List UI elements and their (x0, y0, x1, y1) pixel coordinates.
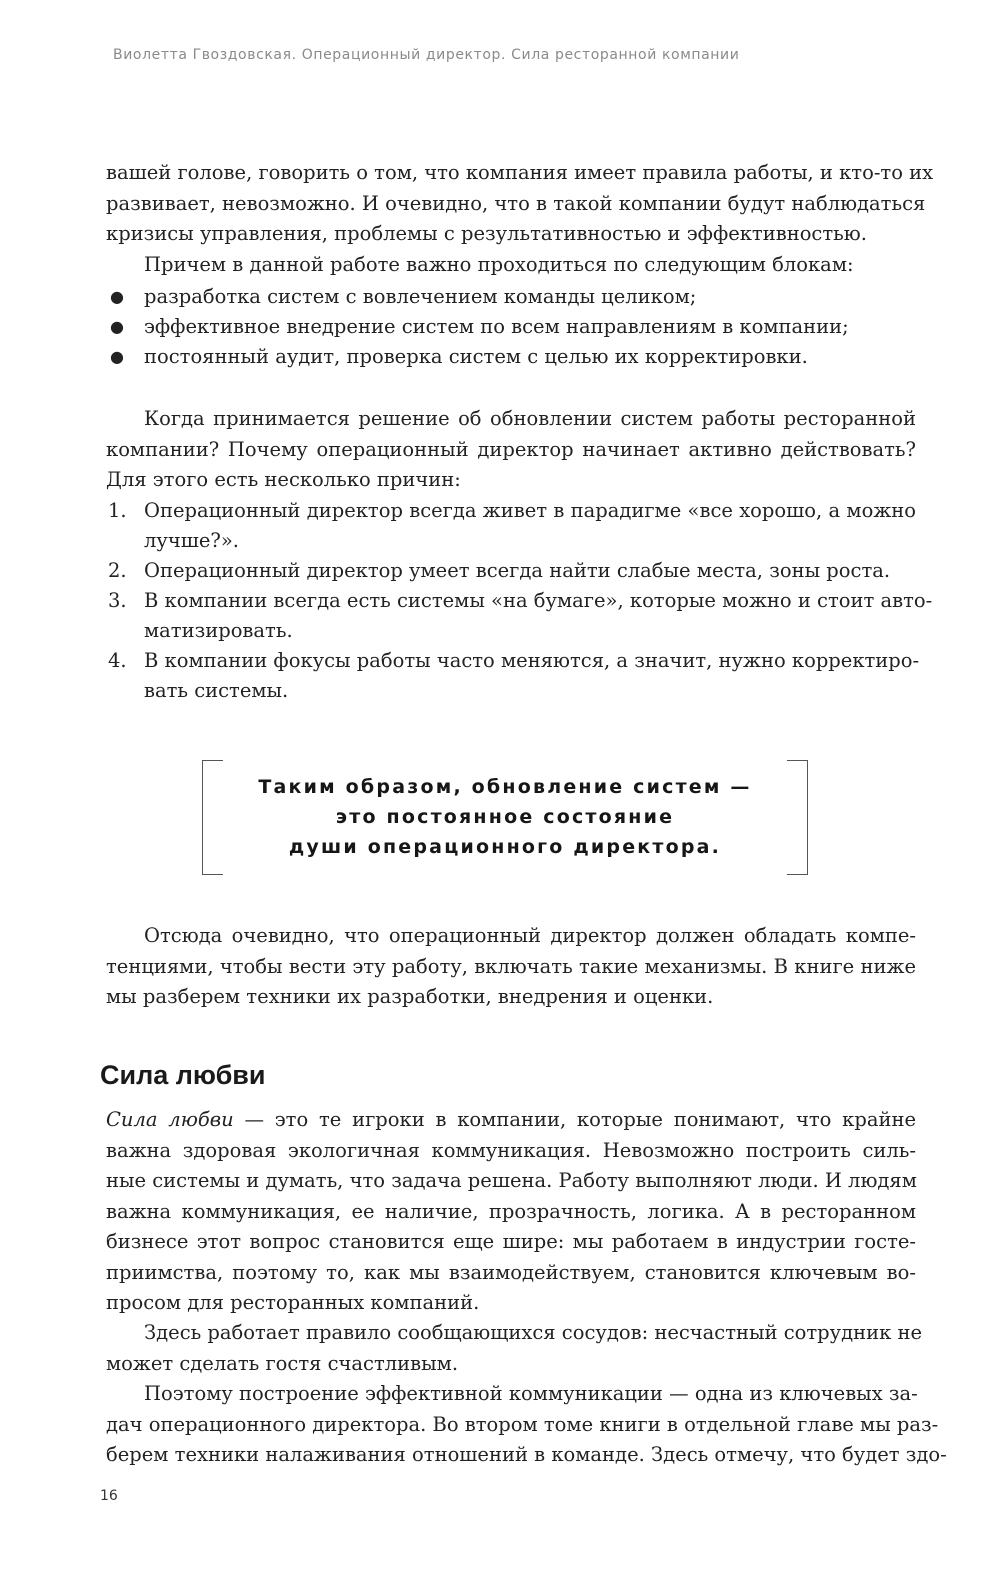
text-line: может сделать гостя счастливым. (106, 1351, 459, 1375)
text-line: просом для ресторанных компаний. (106, 1291, 480, 1314)
callout-line: это постоянное состояние (335, 806, 675, 828)
list-item (106, 586, 933, 646)
text-line: ные системы и думать, что задача решена. Работу выполняют люди. И людям (106, 1169, 917, 1192)
text-line: кризисы управления, проблемы с результативностью и эффективностью. (106, 222, 867, 245)
text-line: дач операционного директора. Во втором томе книги в отдельной главе мы раз- (106, 1412, 939, 1436)
text-line: матизировать. (144, 619, 293, 642)
list-item (106, 342, 916, 372)
running-header: Виолетта Гвоздовская. Операционный директор. Сила ресторанной компании (113, 47, 740, 63)
text-line: Для этого есть несколько причин: (106, 468, 461, 491)
list-item-text: разработка систем с вовлечением команды целиком; (144, 285, 697, 308)
final-paragraph (106, 1379, 947, 1471)
bullet-icon: ● (110, 347, 124, 366)
rule-paragraph (106, 1318, 923, 1379)
text-line: Операционный директор всегда живет в парадигме «все хорошо, а можно (144, 499, 916, 522)
text-line: Операционный директор умеет всегда найти слабые места, зоны роста. (144, 559, 891, 582)
text-line: берем техники налаживания отношений в команде. Здесь отмечу, что будет здо- (106, 1443, 947, 1466)
text-line: мы разберем техники их разработки, внедрения и оценки. (106, 985, 714, 1008)
blocks-intro-paragraph (106, 250, 916, 281)
text-line: вашей голове, говорить о том, что компания имеет правила работы, и кто-то их (106, 161, 934, 184)
callout-line: души операционного директора. (288, 836, 722, 858)
list-number: 2. (108, 559, 127, 582)
list-item-text: постоянный аудит, проверка систем с целью их корректировки. (144, 345, 808, 368)
text-line: бизнесе этот вопрос становится еще шире: мы работаем в индустрии госте- (106, 1230, 916, 1253)
list-number: 4. (108, 649, 127, 672)
text-line: Отсюда очевидно, что операционный директор должен обладать компе- (144, 924, 916, 947)
callout-text (202, 772, 808, 862)
text-line: развивает, невозможно. И очевидно, что в такой компании будут наблюдаться (106, 191, 926, 215)
section-paragraph (106, 1105, 916, 1319)
list-number: 3. (108, 589, 127, 612)
list-item-text: эффективное внедрение систем по всем направлениям в компании; (144, 315, 849, 338)
text-line: Здесь работает правило сообщающихся сосудов: несчастный сотрудник не (144, 1321, 923, 1344)
numbered-list (106, 496, 933, 706)
list-item (106, 646, 920, 706)
intro-paragraph (106, 158, 934, 250)
bullet-icon: ● (110, 317, 124, 336)
text-line: лучше?». (144, 529, 240, 552)
text-line: Причем в данной работе важно проходиться по следующим блокам: (144, 253, 854, 276)
text-line: В компании всегда есть системы «на бумаге», которые можно и стоит авто- (144, 589, 933, 612)
text-line: важна коммуникация, ее наличие, прозрачность, логика. А в ресторанном (106, 1199, 916, 1223)
defined-term: Сила любви (106, 1108, 234, 1131)
text-line: тенциями, чтобы вести эту работу, включать такие механизмы. В книге ниже (106, 954, 916, 978)
section-heading: Сила любви (100, 1060, 266, 1090)
page-number: 16 (100, 1488, 118, 1504)
callout-quote (202, 760, 808, 873)
text-fragment: — это те игроки в компании, которые понимают, что крайне (233, 1108, 916, 1131)
callout-line: Таким образом, обновление систем — (258, 776, 752, 798)
bullet-icon: ● (110, 287, 124, 306)
list-item (106, 496, 916, 556)
text-line: важна здоровая экологичная коммуникация. Невозможно построить силь- (106, 1138, 916, 1162)
text-line: В компании фокусы работы часто меняются, а значит, нужно корректиро- (144, 649, 920, 672)
question-paragraph (106, 404, 916, 496)
text-line: приимства, поэтому то, как мы взаимодействуем, становится ключевым во- (106, 1260, 916, 1284)
conclusion-paragraph (106, 921, 916, 1013)
list-item (106, 312, 916, 342)
text-line: вать системы. (144, 679, 289, 702)
text-line: компании? Почему операционный директор начинает активно действовать? (106, 437, 916, 461)
list-number: 1. (108, 499, 127, 522)
text-line: Поэтому построение эффективной коммуникации — одна из ключевых за- (144, 1382, 918, 1405)
text-line: Когда принимается решение об обновлении систем работы ресторанной (144, 407, 916, 430)
list-item (106, 556, 916, 586)
bullet-list (106, 282, 916, 372)
text-line (106, 1105, 916, 1136)
list-item (106, 282, 916, 312)
